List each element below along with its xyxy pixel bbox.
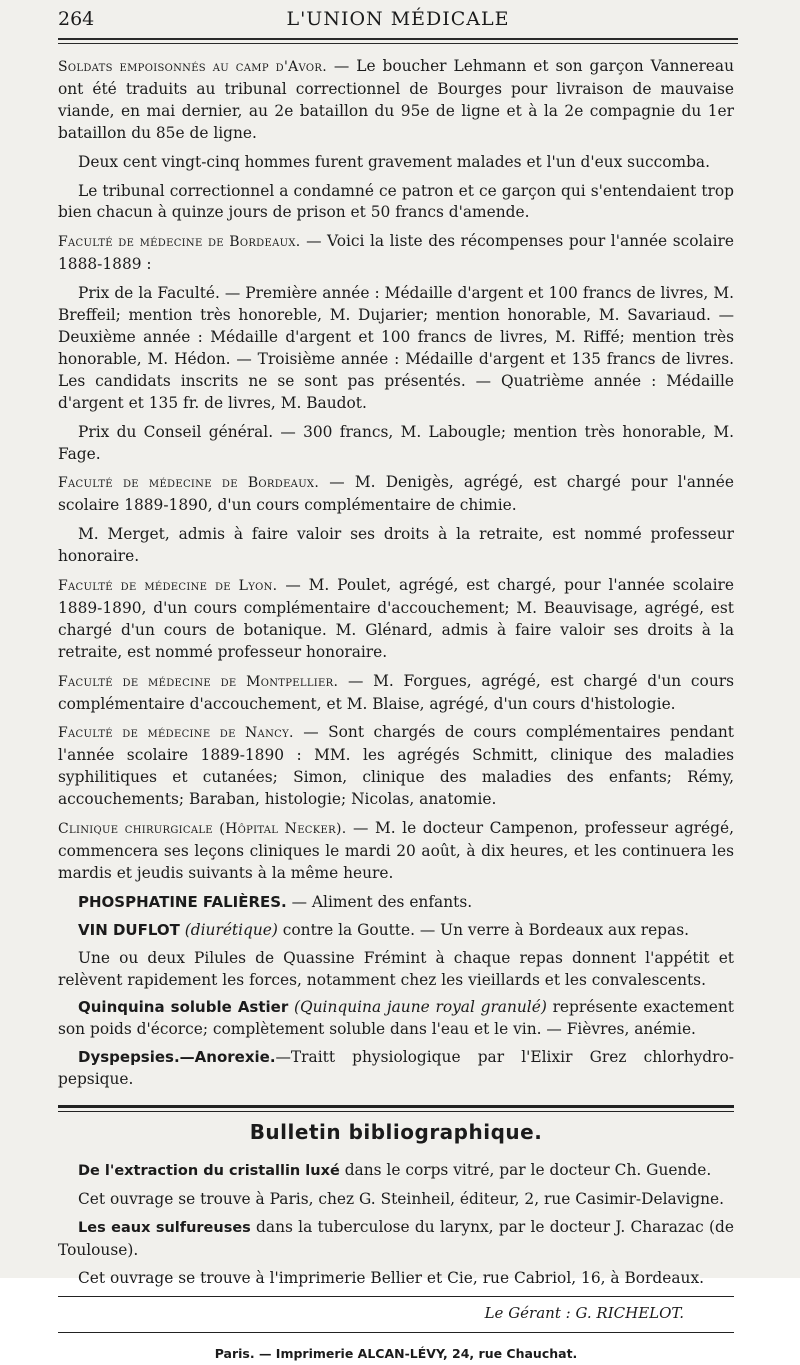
article-head: Clinique chirurgicale (Hôpital Necker). xyxy=(58,821,347,838)
biblio-entry xyxy=(58,1160,734,1183)
biblio-text: dans le corps vitré, par le docteur Ch. Guende. xyxy=(339,1160,712,1179)
biblio-entry xyxy=(58,1217,734,1262)
header-rule-thin xyxy=(58,43,738,44)
article-paragraph: Prix du Conseil général. — 300 francs, M. Labougle; mention très honorable, M. Fage. xyxy=(58,422,734,463)
ad-brand: PHOSPHATINE FALIÈRES. xyxy=(78,892,287,911)
article-lyon xyxy=(58,575,734,664)
ad-italic: (Quinquina jaune royal granulé) xyxy=(293,998,547,1017)
article-head: Soldats empoisonnés au camp d'Avor. xyxy=(58,59,327,75)
article-soldats xyxy=(58,56,734,145)
ad-text: représente exactement son poids d'écorce; complètement soluble dans l'eau et le vin. — Fièvres, anémie. xyxy=(58,998,734,1039)
article-paragraph: M. Merget, admis à faire valoir ses droits à la retraite, est nommé professeur honoraire. xyxy=(58,525,734,566)
ad-text: contre la Goutte. — Un verre à Bordeaux aux repas. xyxy=(277,920,690,939)
page-header xyxy=(58,8,738,36)
biblio-title: De l'extraction du cristallin luxé xyxy=(78,1162,340,1179)
footer-rule-2 xyxy=(58,1332,734,1333)
article-text: — M. le docteur Campenon, professeur agrégé, commencera ses leçons cliniques le mardi 20 août, à dix heures, et les continuera les mardis et jeudis suivants à la même heure. xyxy=(58,819,734,882)
article-text: — Le boucher Lehmann et son garçon Vannereau ont été traduits au tribunal correctionnel de Bourges pour livraison de mauvaise viande, en mai dernier, au 2e bataillon du 95e de ligne et à la 2e compagnie du 1er bataillon du 85e de ligne. xyxy=(58,57,734,142)
ad-phosphatine xyxy=(58,892,734,914)
footer-rule xyxy=(58,1296,734,1297)
article-montpellier xyxy=(58,671,734,716)
ad-italic: (diurétique) xyxy=(184,920,278,939)
article-text: — Voici la liste des récompenses pour l'année scolaire 1888-1889 : xyxy=(58,232,734,274)
article-paragraph: Deux cent vingt-cinq hommes furent gravement malades et l'un d'eux succomba. xyxy=(78,152,711,171)
article-text: — M. Denigès, agrégé, est chargé pour l'année scolaire 1889-1890, d'un cours complémentaire de chimie. xyxy=(58,473,735,515)
biblio-entry: Cet ouvrage se trouve à l'imprimerie Bellier et Cie, rue Cabriol, 16, à Bordeaux. xyxy=(78,1268,705,1287)
gerant-text: Le Gérant : G. RICHELOT. xyxy=(484,1303,684,1322)
ad-text: — Aliment des enfants. xyxy=(286,892,473,911)
article-nancy xyxy=(58,722,734,811)
ad-brand: VIN DUFLOT xyxy=(78,920,180,939)
article-text: — M. Forgues, agrégé, est chargé d'un cours complémentaire d'accouchement, et M. Blaise, agrégé, d'un cours d'histologie. xyxy=(58,671,734,713)
printer-line: Paris. — Imprimerie ALCAN-LÉVY, 24, rue Chauchat. xyxy=(214,1346,578,1362)
article-head: Faculté de médecine de Lyon. xyxy=(58,578,278,595)
section-divider xyxy=(58,1105,734,1112)
article-head: Faculté de médecine de Bordeaux. xyxy=(58,475,320,492)
ad-vin-duflot xyxy=(58,920,734,942)
ad-dyspepsies xyxy=(58,1047,734,1091)
ad-quassine: Une ou deux Pilules de Quassine Frémint à chaque repas donnent l'appétit et relèvent rapidement les forces, notamment chez les vieillards et les convalescents. xyxy=(58,948,734,989)
article-bordeaux-prix xyxy=(58,231,734,276)
gerant-signature xyxy=(58,1303,684,1325)
ad-brand: Dyspepsies.—Anorexie. xyxy=(78,1048,276,1067)
article-paragraph: Le tribunal correctionnel a condamné ce patron et ce garçon qui s'entendaient trop bien chacun à quinze jours de prison et 50 francs d'amende. xyxy=(58,181,734,222)
biblio-entry: Cet ouvrage se trouve à Paris, chez G. Steinheil, éditeur, 2, rue Casimir-Delavigne. xyxy=(78,1189,725,1208)
article-text: — M. Poulet, agrégé, est chargé, pour l'année scolaire 1889-1890, d'un cours complémentaire d'accouchement; M. Beauvisage, agrégé, est chargé d'un cours de botanique. M. Glénard, admis à faire valoir ses droits à la retraite, est nommé professeur honoraire. xyxy=(58,576,734,661)
ad-quinquina xyxy=(58,997,734,1041)
header-rule xyxy=(58,38,738,40)
article-text: — Sont chargés de cours complémentaires pendant l'année scolaire 1889-1890 : MM. les agrégés Schmitt, clinique des maladies syphilitiques et cutanées; Simon, clinique des maladies des enfants; Rémy, accouchements; Baraban, histologie; Nicolas, anatomie. xyxy=(58,723,734,809)
article-bordeaux-cours xyxy=(58,472,734,517)
article-paragraph: Prix de la Faculté. — Première année : Médaille d'argent et 100 francs de livres, M. Breffeil; mention très honoreble, M. Dujarier; mention honorable, M. Savariaud. — Deuxième année : Médaille d'argent et 100 francs de livres, M. Riffé; mention très honorable, M. Hédon. — Troisième année : Médaille d'argent et 135 francs de livres. Les candidats inscrits ne se sont pas présentés. — Quatrième année : Médaille d'argent et 135 fr. de livres, M. Baudot. xyxy=(58,284,734,412)
running-title: L'UNION MÉDICALE xyxy=(286,8,510,30)
bulletin-title: Bulletin bibliographique. xyxy=(249,1120,543,1145)
page-content xyxy=(58,56,734,1365)
article-head: Faculté de médecine de Bordeaux. xyxy=(58,234,301,251)
article-head: Faculté de médecine de Nancy. xyxy=(58,725,294,742)
biblio-text: dans la tuberculose du larynx, par le docteur J. Charazac (de Toulouse). xyxy=(58,1217,734,1259)
article-necker xyxy=(58,818,734,885)
page-number: 264 xyxy=(58,8,95,30)
article-head: Faculté de médecine de Montpellier. xyxy=(58,673,339,690)
ad-text: —Traitt physiologique par l'Elixir Grez chlorhydro-pepsique. xyxy=(58,1048,734,1089)
ad-brand: Quinquina soluble Astier xyxy=(78,998,289,1017)
biblio-title: Les eaux sulfureuses xyxy=(78,1219,251,1236)
